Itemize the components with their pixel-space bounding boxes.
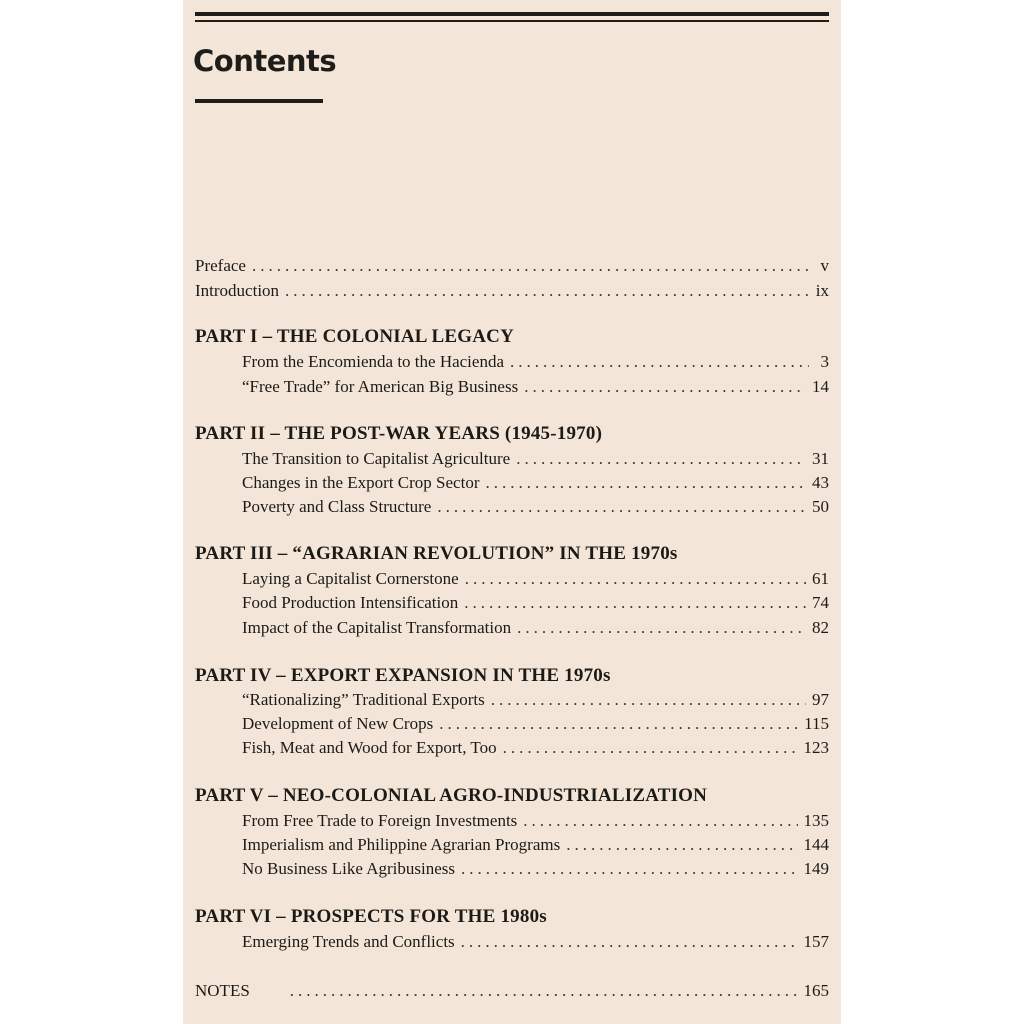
toc-entry-introduction[interactable] [195, 280, 829, 302]
leader-dots [510, 351, 809, 373]
toc-entry-label: Poverty and Class Structure [242, 497, 432, 516]
toc-entry-label: From the Encomienda to the Hacienda [242, 352, 504, 371]
toc-entry[interactable] [242, 351, 829, 373]
toc-entry-label: Changes in the Export Crop Sector [242, 473, 480, 492]
page-title: Contents [193, 44, 337, 78]
toc-entry-page: 157 [803, 932, 829, 951]
leader-dots [461, 931, 798, 953]
leader-dots [290, 980, 798, 1002]
toc-entry-label: Laying a Capitalist Cornerstone [242, 569, 459, 588]
toc-entry-label: Preface [195, 256, 246, 275]
leader-dots [516, 448, 806, 470]
toc-entry[interactable] [242, 448, 829, 470]
leader-dots [464, 592, 806, 614]
leader-dots [517, 617, 806, 639]
toc-entry-label: The Transition to Capitalist Agriculture [242, 449, 511, 468]
toc-entry-label: “Rationalizing” Traditional Exports [242, 690, 485, 709]
toc-entry-label: Development of New Crops [242, 714, 434, 733]
leader-dots [503, 737, 798, 759]
toc-entry[interactable] [242, 689, 829, 711]
toc-entry-notes[interactable] [195, 980, 829, 1002]
leader-dots [486, 472, 807, 494]
leader-dots [465, 568, 806, 590]
toc-entry-page: 82 [812, 618, 829, 637]
toc-entry-page: 50 [812, 497, 829, 516]
top-rule-thin [195, 20, 829, 22]
toc-entry-page: 43 [812, 473, 829, 492]
part-heading: PART IV – EXPORT EXPANSION IN THE 1970s [195, 665, 611, 686]
toc-entry-page: 3 [820, 352, 829, 371]
toc-entry-page: 74 [812, 593, 829, 612]
toc-entry-page: 123 [803, 738, 829, 757]
top-rule-thick [195, 12, 829, 16]
toc-entry[interactable] [242, 931, 829, 953]
toc-entry[interactable] [242, 713, 829, 735]
toc-entry[interactable] [242, 592, 829, 614]
leader-dots [285, 280, 809, 302]
toc-entry-page: 115 [804, 714, 829, 733]
leader-dots [461, 858, 798, 880]
toc-entry-label: From Free Trade to Foreign Investments [242, 811, 518, 830]
toc-entry[interactable] [242, 834, 829, 856]
toc-entry-label: Emerging Trends and Conflicts [242, 932, 455, 951]
toc-entry-page: 14 [812, 377, 829, 396]
toc-entry[interactable] [242, 617, 829, 639]
toc-entry[interactable] [242, 858, 829, 880]
leader-dots [523, 810, 797, 832]
toc-entry-page: 144 [803, 835, 829, 854]
toc-entry-page: 31 [812, 449, 829, 468]
toc-entry-page: 165 [803, 981, 829, 1000]
part-heading: PART I – THE COLONIAL LEGACY [195, 326, 515, 347]
contents-page [183, 0, 841, 1024]
part-heading: PART VI – PROSPECTS FOR THE 1980s [195, 906, 547, 927]
toc-entry[interactable] [242, 472, 829, 494]
leader-dots [437, 496, 806, 518]
leader-dots [439, 713, 798, 735]
toc-entry[interactable] [242, 568, 829, 590]
toc-entry[interactable] [242, 810, 829, 832]
part-heading: PART V – NEO-COLONIAL AGRO-INDUSTRIALIZATION [195, 785, 708, 806]
part-heading: PART II – THE POST-WAR YEARS (1945-1970) [195, 423, 603, 444]
leader-dots [566, 834, 797, 856]
toc-entry-page: 135 [803, 811, 829, 830]
toc-entry-page: 97 [812, 690, 829, 709]
toc-entry-page: 61 [812, 569, 829, 588]
toc-entry-page: ix [815, 281, 829, 300]
toc-entry[interactable] [242, 496, 829, 518]
toc-entry-page: v [820, 256, 829, 275]
toc-entry-label: “Free Trade” for American Big Business [242, 377, 519, 396]
toc-entry-page: 149 [803, 859, 829, 878]
toc-entry-label: NOTES [195, 981, 250, 1000]
toc-entry-label: Introduction [195, 281, 280, 300]
leader-dots [491, 689, 806, 711]
toc-entry-label: Fish, Meat and Wood for Export, Too [242, 738, 497, 757]
toc-entry-label: No Business Like Agribusiness [242, 859, 455, 878]
leader-dots [524, 376, 806, 398]
toc-entry-preface[interactable] [195, 255, 829, 277]
leader-dots [252, 255, 809, 277]
toc-entry-label: Food Production Intensification [242, 593, 459, 612]
toc-entry[interactable] [242, 737, 829, 759]
toc-entry-label: Imperialism and Philippine Agrarian Programs [242, 835, 561, 854]
toc-entry-label: Impact of the Capitalist Transformation [242, 618, 512, 637]
title-underline [195, 99, 323, 103]
part-heading: PART III – “AGRARIAN REVOLUTION” IN THE 1970s [195, 543, 678, 564]
toc-entry[interactable] [242, 376, 829, 398]
